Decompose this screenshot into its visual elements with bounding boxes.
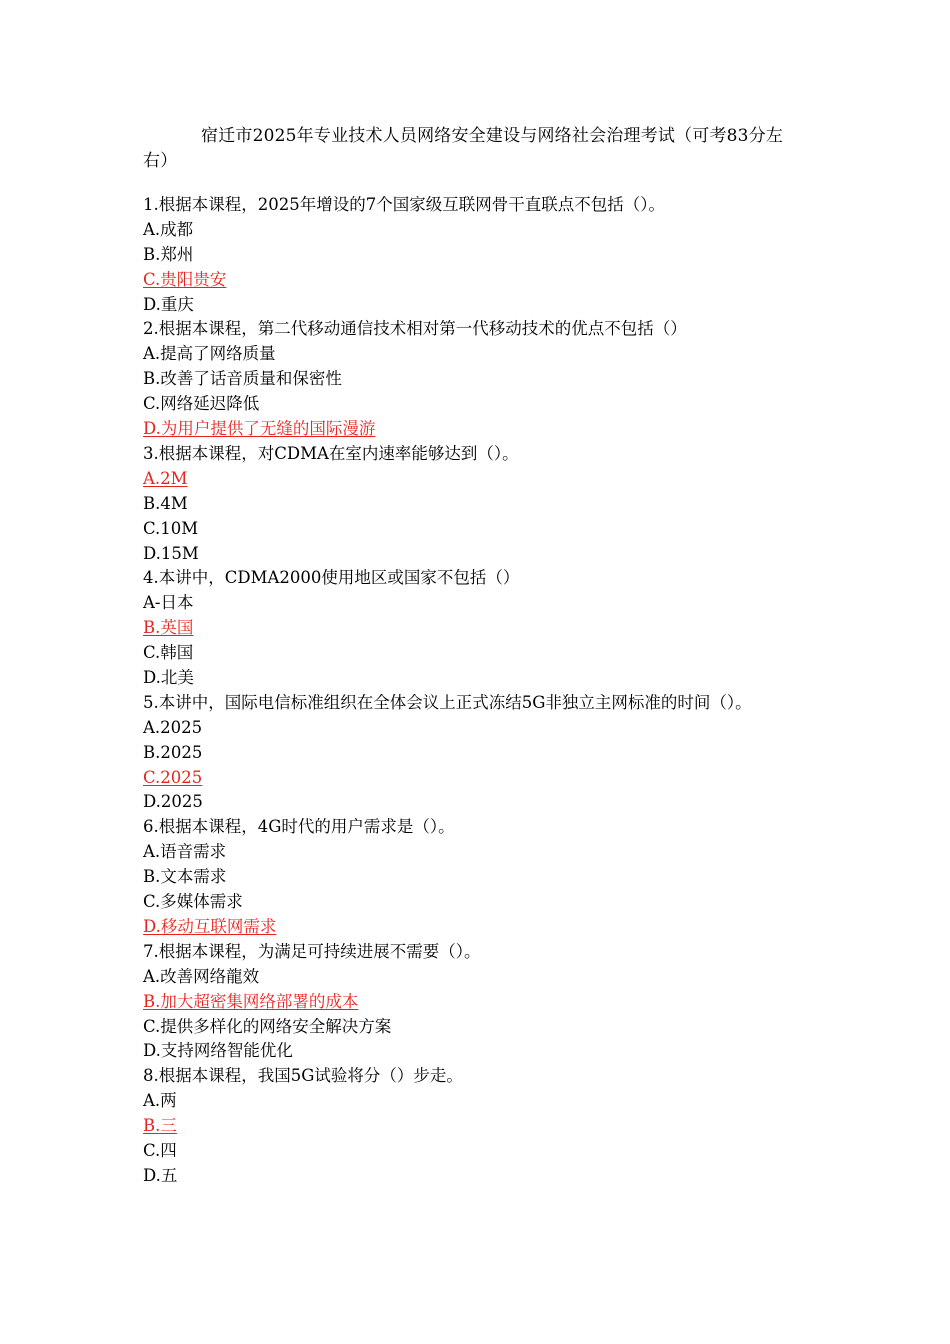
answer-option: B.文本需求 xyxy=(143,867,227,887)
question-text: 1.根据本课程，2025年增设的7个国家级互联网骨干直联点不包括（）。 xyxy=(143,195,665,214)
answer-option: A.2025 xyxy=(143,717,203,737)
question-text: 7.根据本课程，为满足可持续进展不需要（）。 xyxy=(143,941,481,961)
correct-answer-option: B.英国 xyxy=(143,618,194,638)
answer-option: B.郑州 xyxy=(143,244,194,264)
answer-option: B.4M xyxy=(143,493,188,513)
question-2 xyxy=(143,317,808,441)
question-text: 5.本讲中，国际电信标准组织在全体会议上正式冻结5G非独立主网标准的时间（）。 xyxy=(143,692,752,712)
question-1 xyxy=(143,193,808,317)
answer-option: D.五 xyxy=(143,1165,178,1185)
answer-option: C.提供多样化的网络安全解决方案 xyxy=(143,1016,392,1036)
answer-option: B.改善了话音质量和保密性 xyxy=(143,369,342,389)
correct-answer-option: B.三 xyxy=(143,1116,177,1136)
question-4 xyxy=(143,566,808,690)
document-title: 宿迁市2025年专业技术人员网络安全建设与网络社会治理考试（可考83分左右） xyxy=(143,126,784,171)
correct-answer-option: D.为用户提供了无缝的国际漫游 xyxy=(143,419,376,439)
answer-option: D.重庆 xyxy=(143,294,194,314)
answer-option: A.成都 xyxy=(143,219,194,239)
answer-option: D.北美 xyxy=(143,667,194,687)
question-text: 4.本讲中，CDMA2000使用地区或国家不包括（） xyxy=(143,568,520,588)
answer-option: A.提高了网络质量 xyxy=(143,344,276,364)
correct-answer-option: C.2025 xyxy=(143,767,203,787)
answer-option: D.2025 xyxy=(143,792,203,812)
question-7 xyxy=(143,940,808,1064)
question-text: 2.根据本课程，第二代移动通信技术相对第一代移动技术的优点不包括（） xyxy=(143,319,687,339)
answer-option: C.网络延迟降低 xyxy=(143,394,260,414)
answer-option: A-日本 xyxy=(143,593,194,613)
document-page xyxy=(143,124,808,1189)
question-list xyxy=(143,193,808,1189)
answer-option: D.支持网络智能优化 xyxy=(143,1041,293,1061)
answer-option: C.10M xyxy=(143,518,199,538)
question-text: 3.根据本课程，对CDMA在室内速率能够达到（）。 xyxy=(143,443,519,463)
correct-answer-option: B.加大超密集网络部署的成本 xyxy=(143,991,359,1011)
question-6 xyxy=(143,815,808,939)
correct-answer-option: D.移动互联网需求 xyxy=(143,916,277,936)
correct-answer-option: A.2M xyxy=(143,468,188,488)
answer-option: A.改善网络龍效 xyxy=(143,966,260,986)
answer-option: C.韩国 xyxy=(143,643,194,663)
answer-option: C.四 xyxy=(143,1140,177,1160)
answer-option: A.两 xyxy=(143,1091,177,1111)
question-5 xyxy=(143,691,808,815)
question-3 xyxy=(143,442,808,566)
answer-option: B.2025 xyxy=(143,742,203,762)
question-text: 6.根据本课程，4G时代的用户需求是（）。 xyxy=(143,817,455,837)
answer-option: C.多媒体需求 xyxy=(143,892,243,912)
answer-option: D.15M xyxy=(143,543,199,563)
answer-option: A.语音需求 xyxy=(143,842,227,862)
question-8 xyxy=(143,1064,808,1188)
question-text: 8.根据本课程，我国5G试验将分（）步走。 xyxy=(143,1066,463,1086)
correct-answer-option: C.贵阳贵安 xyxy=(143,269,227,289)
